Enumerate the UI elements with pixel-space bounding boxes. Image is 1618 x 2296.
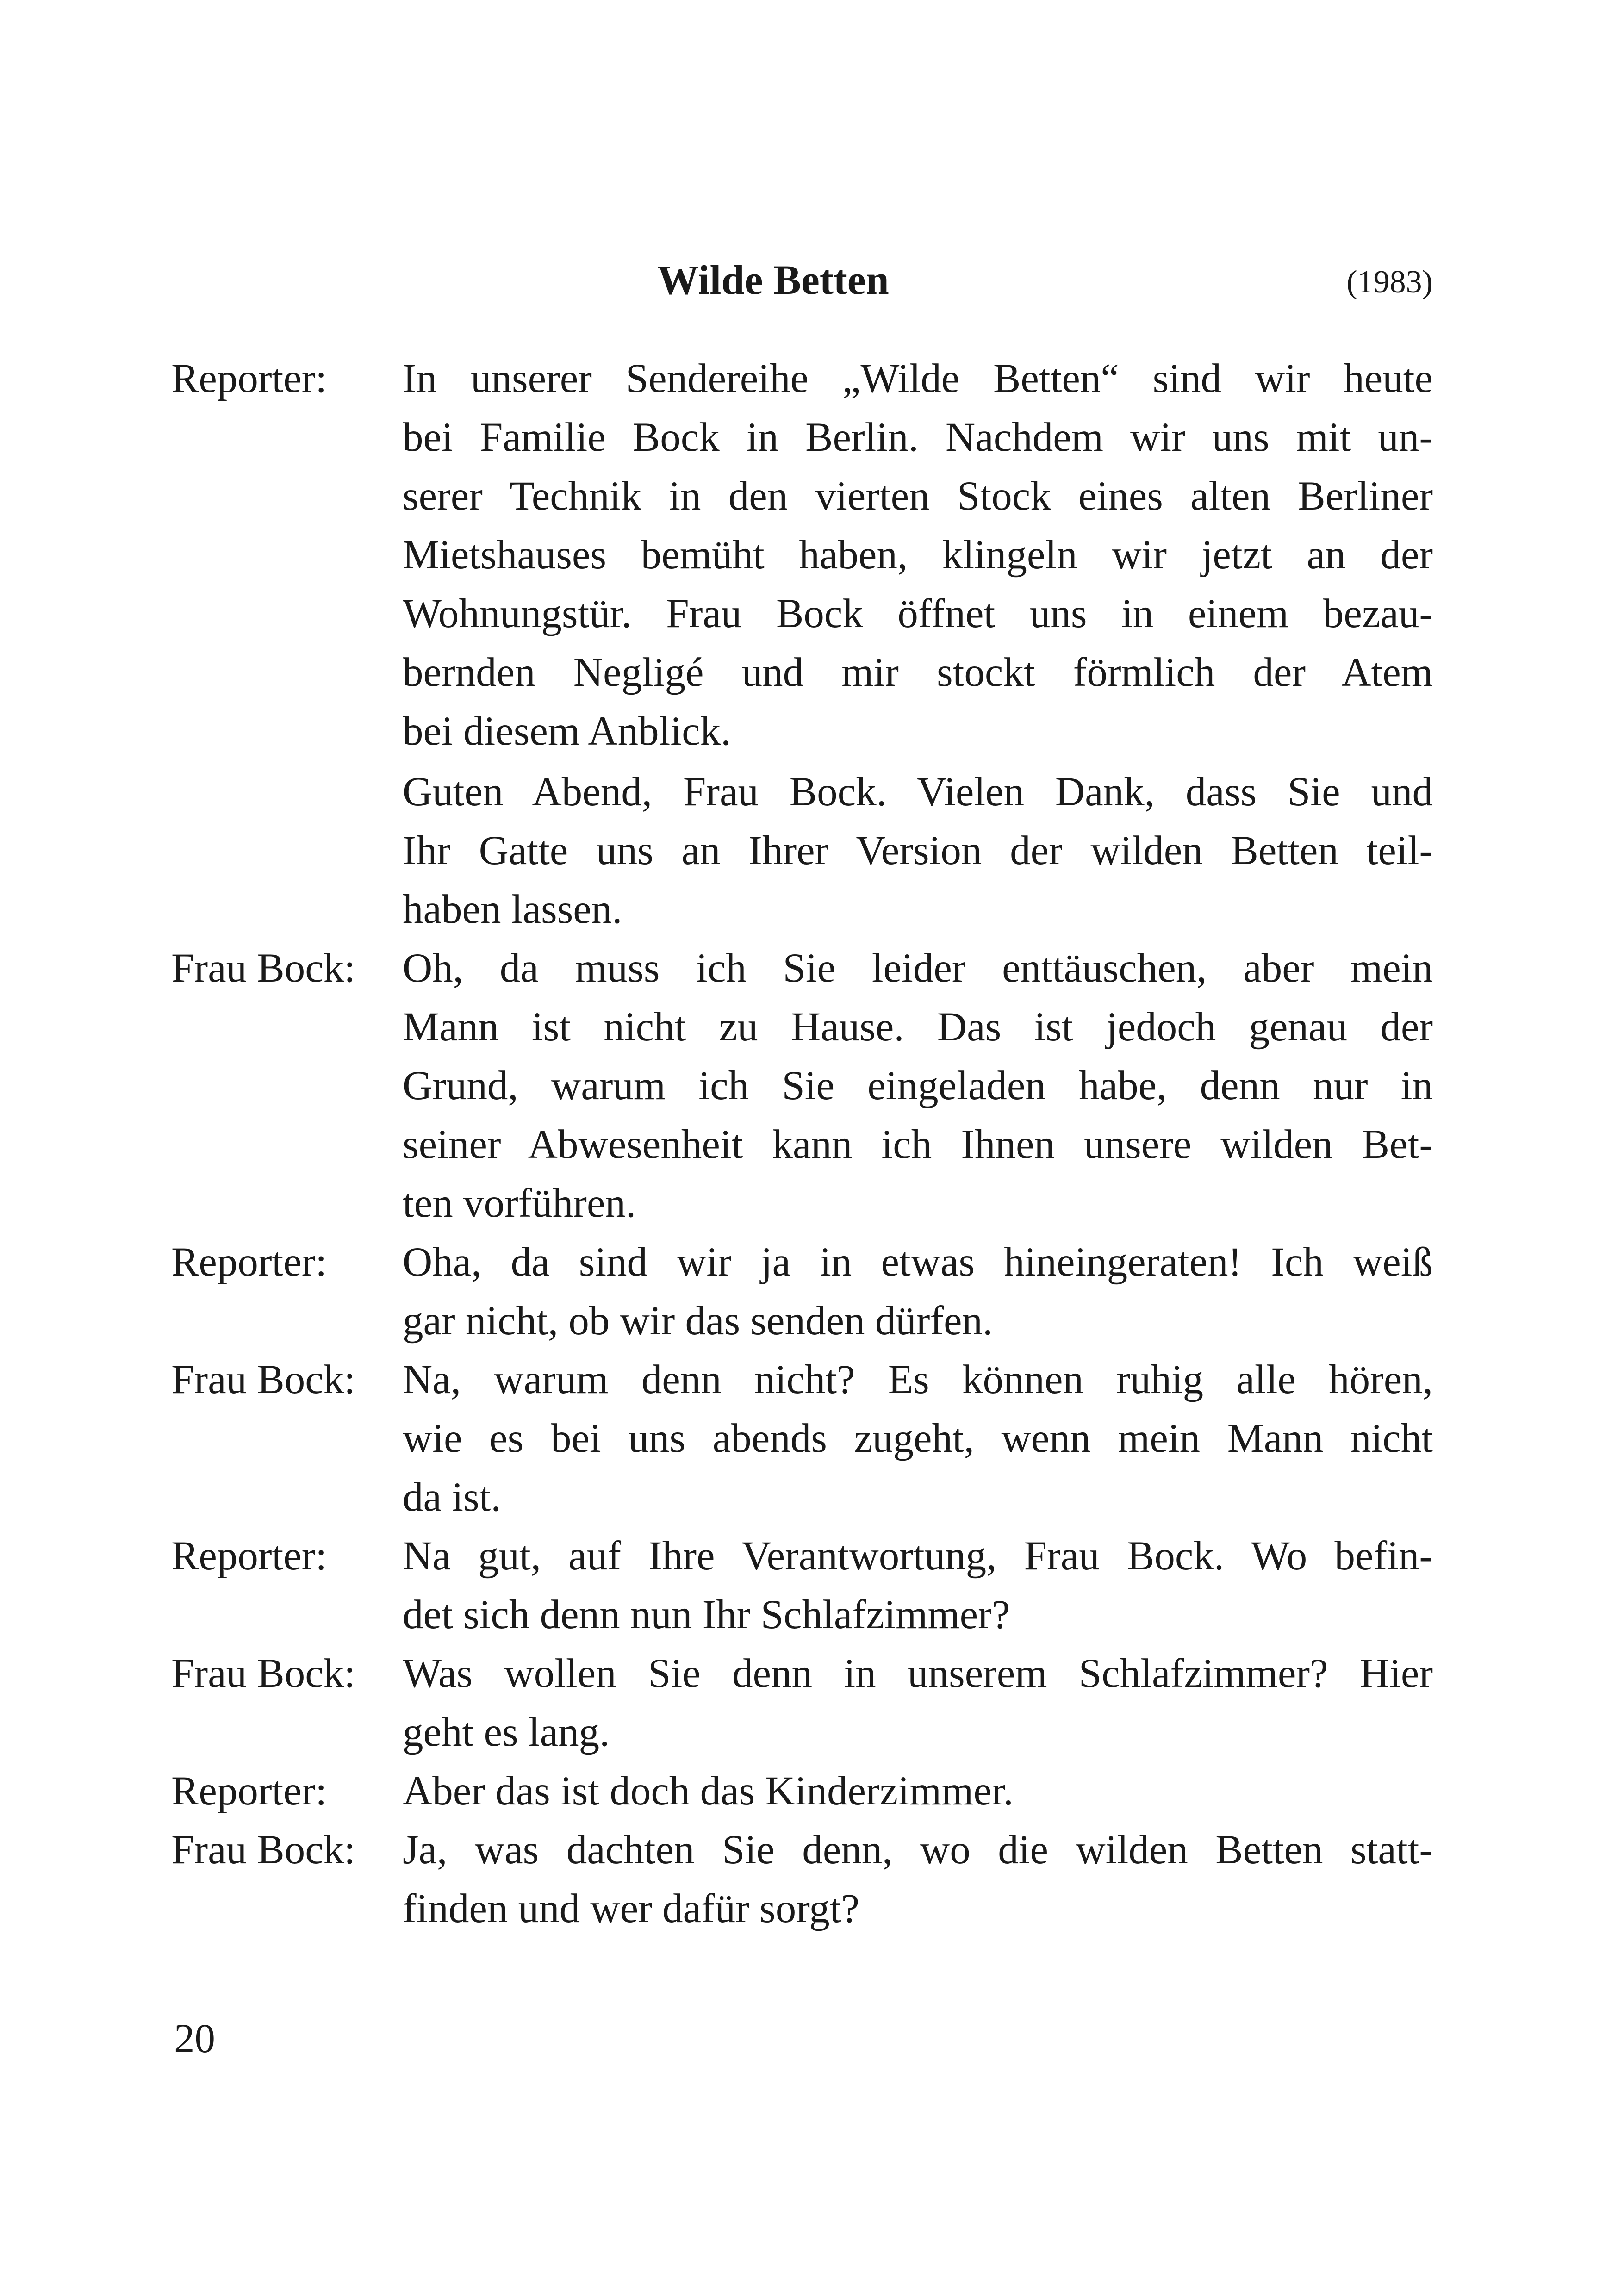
text-line: bernden Negligé und mir stockt förmlich der Atem bbox=[403, 650, 1433, 695]
text-line: bei Familie Bock in Berlin. Nachdem wir uns mit un- bbox=[403, 415, 1433, 460]
page-number: 20 bbox=[174, 2016, 215, 2061]
text-line: Ihr Gatte uns an Ihrer Version der wilden Betten teil- bbox=[403, 828, 1433, 873]
text-line: geht es lang. bbox=[403, 1710, 610, 1755]
dialogue-entry bbox=[171, 1233, 1433, 1350]
speech-text bbox=[403, 1762, 1433, 1821]
dialogue-entry bbox=[171, 1762, 1433, 1821]
text-line: Ja, was dachten Sie denn, wo die wilden Betten statt- bbox=[403, 1827, 1433, 1873]
speech-text bbox=[403, 763, 1433, 939]
text-line: Guten Abend, Frau Bock. Vielen Dank, dass Sie und bbox=[403, 769, 1433, 815]
speaker-label: Frau Bock: bbox=[171, 1357, 355, 1402]
speech-text bbox=[403, 1821, 1433, 1938]
text-line: bei diesem Anblick. bbox=[403, 709, 731, 754]
speaker-label: Reporter: bbox=[171, 1768, 327, 1814]
text-line: Mietshauses bemüht haben, klingeln wir jetzt an der bbox=[403, 532, 1433, 578]
speech-text bbox=[403, 1527, 1433, 1644]
dialogue-entry bbox=[171, 763, 1433, 939]
speech-text bbox=[403, 1350, 1433, 1527]
text-line: Aber das ist doch das Kinderzimmer. bbox=[403, 1768, 1014, 1814]
speech-text bbox=[403, 349, 1433, 761]
speaker-label: Frau Bock: bbox=[171, 1827, 355, 1873]
speaker-label: Frau Bock: bbox=[171, 1651, 355, 1696]
text-line: ten vorführen. bbox=[403, 1181, 636, 1226]
text-line: Mann ist nicht zu Hause. Das ist jedoch genau der bbox=[403, 1004, 1433, 1050]
dialogue bbox=[171, 349, 1433, 1938]
text-line: wie es bei uns abends zugeht, wenn mein Mann nicht bbox=[403, 1416, 1433, 1461]
text-line: da ist. bbox=[403, 1475, 501, 1520]
text-line: Grund, warum ich Sie eingeladen habe, denn nur in bbox=[403, 1063, 1433, 1108]
speech-text bbox=[403, 1644, 1433, 1762]
speaker-label bbox=[171, 763, 403, 939]
text-line: Na gut, auf Ihre Verantwortung, Frau Bock. Wo befin- bbox=[403, 1533, 1433, 1579]
text-line: gar nicht, ob wir das senden dürfen. bbox=[403, 1298, 993, 1344]
speaker-label: Reporter: bbox=[171, 356, 327, 401]
speaker-label: Reporter: bbox=[171, 1239, 327, 1285]
speech-text bbox=[403, 939, 1433, 1233]
dialogue-entry bbox=[171, 939, 1433, 1233]
dialogue-entry bbox=[171, 1527, 1433, 1644]
text-line: finden und wer dafür sorgt? bbox=[403, 1886, 859, 1931]
text-line: Was wollen Sie denn in unserem Schlafzimmer? Hier bbox=[403, 1651, 1433, 1696]
text-line: seiner Abwesenheit kann ich Ihnen unsere wilden Bet- bbox=[403, 1122, 1433, 1167]
text-line: Oha, da sind wir ja in etwas hineingeraten! Ich weiß bbox=[403, 1239, 1433, 1285]
text-line: In unserer Sendereihe „Wilde Betten“ sind wir heute bbox=[403, 356, 1433, 401]
text-line: haben lassen. bbox=[403, 887, 622, 932]
text-line: Wohnungstür. Frau Bock öffnet uns in einem bezau- bbox=[403, 591, 1433, 636]
dialogue-entry bbox=[171, 1350, 1433, 1527]
dialogue-entry bbox=[171, 1821, 1433, 1938]
text-line: serer Technik in den vierten Stock eines alten Berliner bbox=[403, 473, 1433, 519]
text-line: Oh, da muss ich Sie leider enttäuschen, aber mein bbox=[403, 946, 1433, 991]
title-year: (1983) bbox=[1346, 264, 1433, 300]
page-title: Wilde Betten bbox=[657, 257, 889, 303]
dialogue-entry bbox=[171, 1644, 1433, 1762]
speech-text bbox=[403, 1233, 1433, 1350]
text-line: Na, warum denn nicht? Es können ruhig alle hören, bbox=[403, 1357, 1433, 1402]
speaker-label: Reporter: bbox=[171, 1533, 327, 1579]
speaker-label: Frau Bock: bbox=[171, 946, 355, 991]
dialogue-entry bbox=[171, 349, 1433, 761]
text-line: det sich denn nun Ihr Schlafzimmer? bbox=[403, 1592, 1010, 1637]
